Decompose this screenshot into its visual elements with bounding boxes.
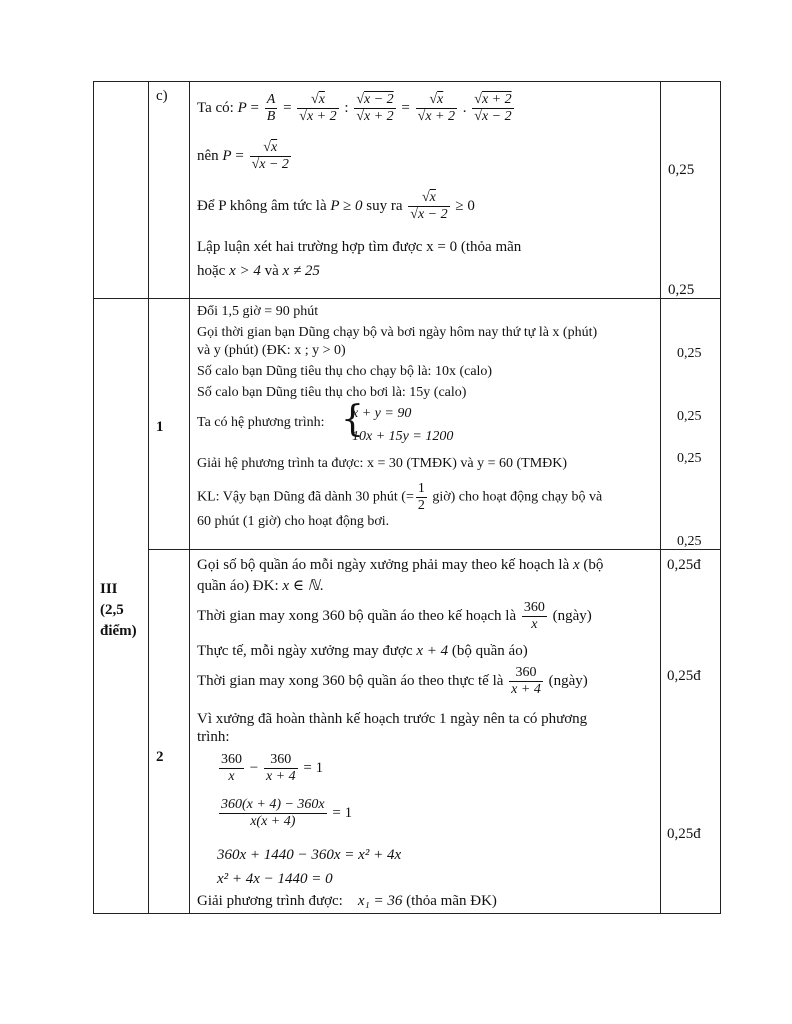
- score-2-a: 0,25đ: [667, 557, 701, 573]
- row-label-c: c): [156, 88, 168, 104]
- equation-2: $\frac{360(x + 4) - 360x}{x(x + 4)}$ = 1: [221, 797, 353, 829]
- solve-line: Giải hệ phương trình ta được: x = 30 (TMĐK) và y = 60 (TMĐK): [197, 456, 568, 471]
- section-points-unit: điểm): [100, 623, 137, 639]
- equation-1: $\frac{360}{x}$ − $\frac{360}{x + 4}$ = 1: [221, 752, 324, 784]
- part2-line-5: Thời gian may xong 360 bộ quần áo theo thực tế là $\frac{360}{x + 4}$ (ngày): [197, 665, 588, 697]
- section-number: III: [100, 581, 118, 597]
- score-2-c: 0,25đ: [667, 826, 701, 842]
- table-border-right: [720, 81, 721, 914]
- column-divider-1: [148, 81, 149, 914]
- column-divider-3: [660, 81, 661, 914]
- part1-line-5: Số calo bạn Dũng tiêu thụ cho bơi là: 15y (calo): [197, 385, 467, 400]
- row-divider-c: [93, 298, 721, 299]
- part2-line-3: Thời gian may xong 360 bộ quần áo theo kế hoạch là $\frac{360}{x}$ (ngày): [197, 600, 592, 632]
- section-points: (2,5: [100, 602, 124, 618]
- part1-line-1: Đổi 1,5 giờ = 90 phút: [197, 304, 319, 319]
- condition-line: Để P không âm tức là P ≥ 0 suy ra $\frac{√x}{√x - 2}$ ≥ 0: [197, 190, 475, 222]
- part-1-label: 1: [156, 419, 164, 435]
- reasoning-line-2: hoặc x > 4 và x ≠ 25: [197, 263, 320, 279]
- part1-line-2: Gọi thời gian bạn Dũng chạy bộ và bơi ngày hôm nay thứ tự là x (phút): [197, 325, 598, 340]
- system-equation-1: x + y = 90: [352, 406, 412, 421]
- part2-line-1: Gọi số bộ quần áo mỗi ngày xưởng phải may theo kế hoạch là x (bộ: [197, 557, 604, 573]
- row-divider-1-2: [148, 549, 721, 550]
- table-border-left: [93, 81, 94, 914]
- table-border-top: [93, 81, 721, 82]
- equation-4: x² + 4x − 1440 = 0: [217, 871, 333, 887]
- score-c-1: 0,25: [668, 162, 695, 178]
- score-1-c: 0,25: [677, 451, 702, 466]
- part2-line-7: trình:: [197, 729, 230, 745]
- score-c-2: 0,25: [668, 282, 695, 298]
- system-equation-2: 10x + 15y = 1200: [352, 429, 454, 444]
- system-brace: {: [341, 399, 364, 440]
- part1-line-3: và y (phút) (ĐK: x ; y > 0): [197, 343, 346, 358]
- score-1-d: 0,25: [677, 534, 702, 549]
- equation-3: 360x + 1440 − 360x = x² + 4x: [217, 847, 402, 863]
- score-2-b: 0,25đ: [667, 668, 701, 684]
- formula-p-result: nên P = $\frac{√x}{√x - 2}$: [197, 140, 289, 172]
- part2-line-2: quần áo) ĐK: x ∈ ℕ.: [197, 578, 324, 594]
- final-solution-line: Giải phương trình được: x₁ = 36 (thỏa mãn ĐK): [197, 893, 497, 909]
- conclusion-line-2: 60 phút (1 giờ) cho hoạt động bơi.: [197, 514, 390, 529]
- part-2-label: 2: [156, 749, 164, 765]
- score-1-a: 0,25: [677, 346, 702, 361]
- formula-p-line: Ta có: P = $\frac{A}{B}$ = $\frac{√x}{√x + 2}$ : $\frac{√x - 2}{√x + 2}$ = $\frac{√x}{√x + 2}$ . $\frac{√x + 2}{√x - 2}$: [197, 92, 512, 124]
- table-border-bottom: [93, 913, 721, 914]
- column-divider-2: [189, 81, 190, 914]
- part2-line-4: Thực tế, mỗi ngày xưởng may được x + 4 (bộ quần áo): [197, 643, 528, 659]
- part2-line-6: Vì xưởng đã hoàn thành kế hoạch trước 1 ngày nên ta có phương: [197, 711, 588, 727]
- part1-line-4: Số calo bạn Dũng tiêu thụ cho chạy bộ là: 10x (calo): [197, 364, 493, 379]
- reasoning-line: Lập luận xét hai trường hợp tìm được x = 0 (thỏa mãn: [197, 239, 522, 255]
- system-lead: Ta có hệ phương trình:: [197, 415, 325, 430]
- score-1-b: 0,25: [677, 409, 702, 424]
- conclusion-line: KL: Vậy bạn Dũng đã dành 30 phút (= $\frac{1}{2}$ giờ) cho hoạt động chạy bộ và: [197, 481, 603, 513]
